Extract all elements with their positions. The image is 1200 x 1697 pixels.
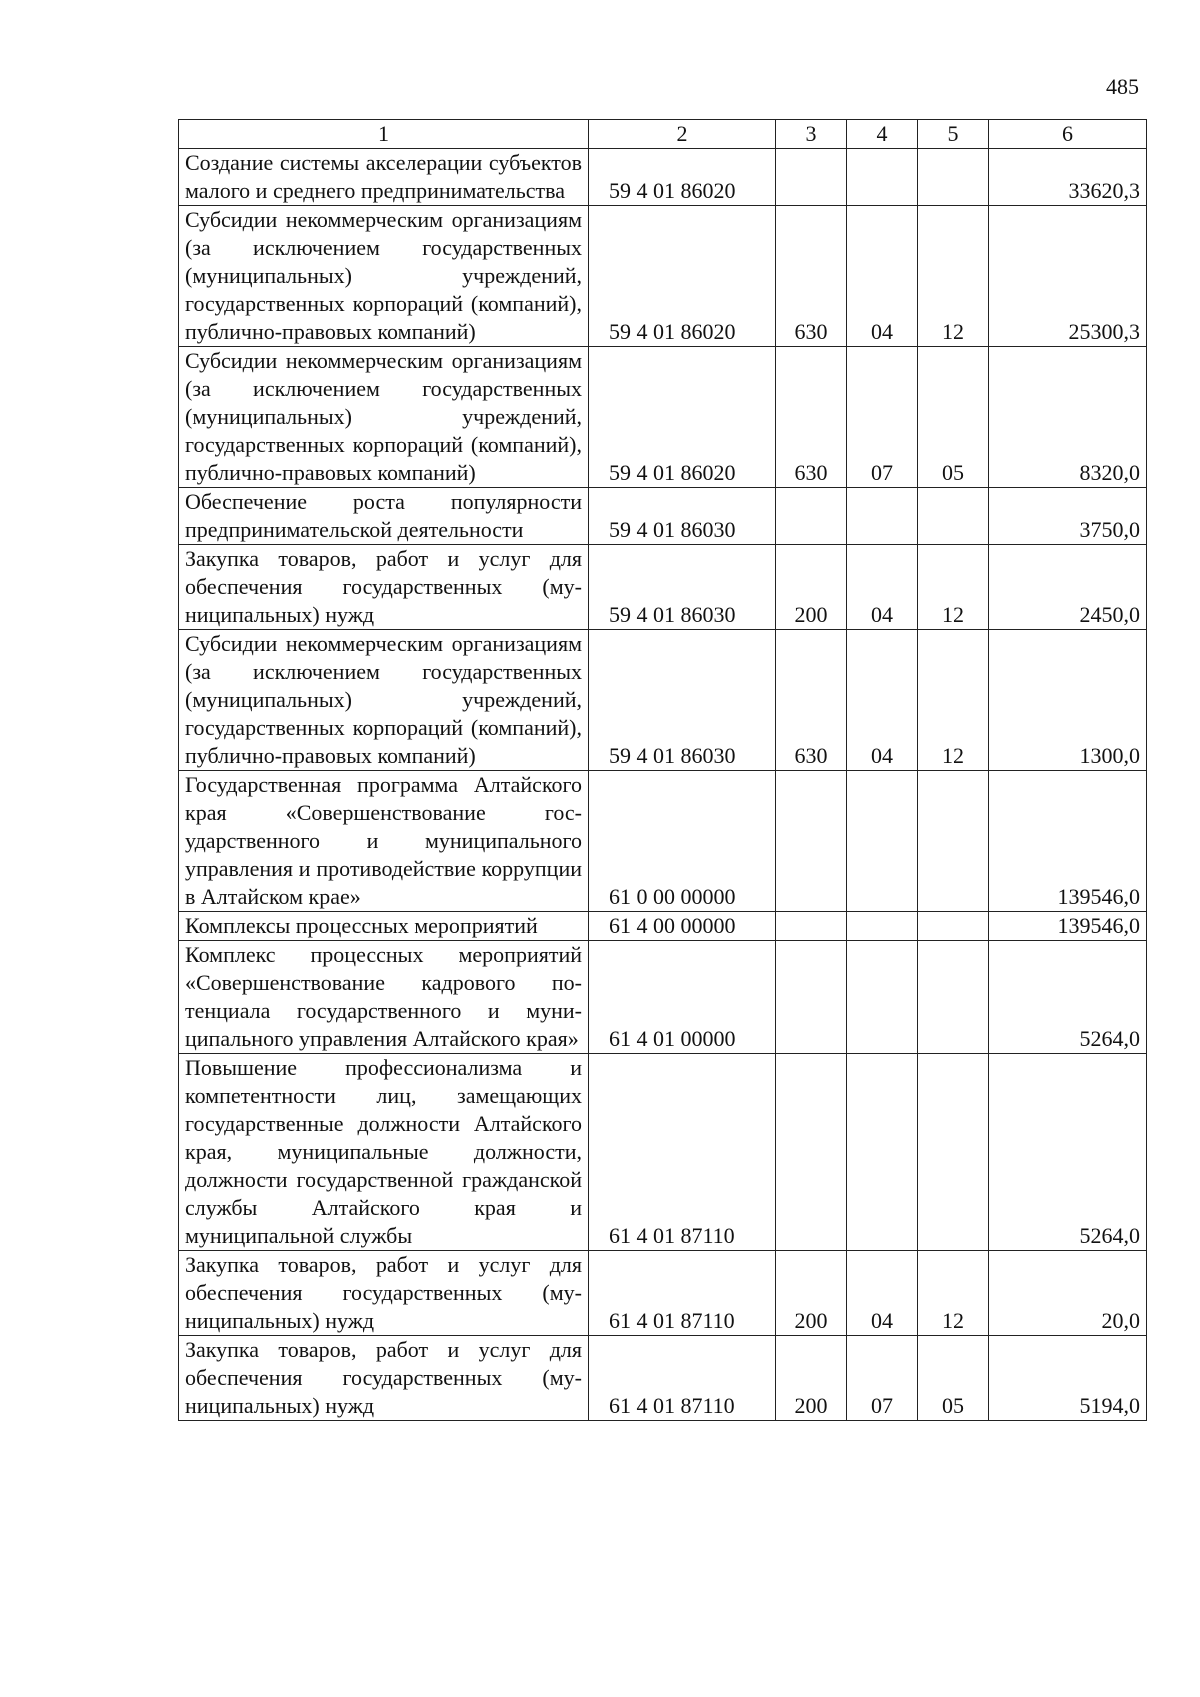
row-code-cell: 61 4 01 87110 <box>589 1251 776 1336</box>
row-rz-cell <box>847 149 918 206</box>
row-code-cell: 59 4 01 86020 <box>589 149 776 206</box>
header-cell: 1 <box>179 120 589 149</box>
row-vr-cell <box>776 771 847 912</box>
row-pr-cell: 12 <box>918 545 989 630</box>
budget-table <box>178 119 1147 1421</box>
row-code-cell: 59 4 01 86030 <box>589 545 776 630</box>
row-code-cell: 61 0 00 00000 <box>589 771 776 912</box>
page-number: 485 <box>1106 74 1139 99</box>
table-row <box>179 630 1147 771</box>
row-sum-cell: 5194,0 <box>989 1336 1147 1421</box>
row-code-cell: 61 4 00 00000 <box>589 912 776 941</box>
row-code-cell: 59 4 01 86030 <box>589 488 776 545</box>
row-code-cell: 61 4 01 87110 <box>589 1336 776 1421</box>
row-rz-cell: 04 <box>847 1251 918 1336</box>
row-vr-cell: 200 <box>776 1251 847 1336</box>
row-sum-cell: 33620,3 <box>989 149 1147 206</box>
row-vr-cell: 630 <box>776 206 847 347</box>
table-row <box>179 1251 1147 1336</box>
row-name-cell: Комплекс процессных мероприятий «Совершенствование кадрового потенциала государственного и муниципального управления Алтайского края» <box>179 941 589 1054</box>
row-rz-cell: 07 <box>847 347 918 488</box>
table-row <box>179 941 1147 1054</box>
row-pr-cell <box>918 488 989 545</box>
row-sum-cell: 25300,3 <box>989 206 1147 347</box>
table-row <box>179 488 1147 545</box>
table-row <box>179 771 1147 912</box>
row-vr-cell <box>776 912 847 941</box>
row-pr-cell <box>918 1054 989 1251</box>
table-body <box>179 149 1147 1421</box>
row-name-cell: Субсидии некоммерческим организациям (за исключением государственных (муниципальных) учреждений, государственных корпораций (компаний), публично-правовых компаний) <box>179 206 589 347</box>
header-cell: 5 <box>918 120 989 149</box>
row-sum-cell: 5264,0 <box>989 941 1147 1054</box>
row-sum-cell: 1300,0 <box>989 630 1147 771</box>
row-sum-cell: 8320,0 <box>989 347 1147 488</box>
row-pr-cell <box>918 941 989 1054</box>
row-pr-cell <box>918 771 989 912</box>
header-cell: 2 <box>589 120 776 149</box>
header-cell: 4 <box>847 120 918 149</box>
row-rz-cell <box>847 912 918 941</box>
row-sum-cell: 3750,0 <box>989 488 1147 545</box>
row-rz-cell: 04 <box>847 206 918 347</box>
table-row <box>179 347 1147 488</box>
header-cell: 3 <box>776 120 847 149</box>
header-cell: 6 <box>989 120 1147 149</box>
row-code-cell: 59 4 01 86020 <box>589 206 776 347</box>
row-vr-cell: 200 <box>776 1336 847 1421</box>
table-row <box>179 1054 1147 1251</box>
row-vr-cell <box>776 149 847 206</box>
row-vr-cell: 200 <box>776 545 847 630</box>
table-row <box>179 149 1147 206</box>
row-name-cell: Закупка товаров, работ и услуг для обеспечения государственных (муниципальных) нужд <box>179 545 589 630</box>
table-row <box>179 1336 1147 1421</box>
row-name-cell: Создание системы акселерации субъектов малого и среднего предпринимательства <box>179 149 589 206</box>
row-name-cell: Субсидии некоммерческим организациям (за исключением государственных (муниципальных) учреждений, государственных корпораций (компаний), публично-правовых компаний) <box>179 347 589 488</box>
row-vr-cell <box>776 1054 847 1251</box>
row-rz-cell: 04 <box>847 545 918 630</box>
row-code-cell: 61 4 01 87110 <box>589 1054 776 1251</box>
row-name-cell: Государственная программа Алтайского края «Совершенствование государственного и муниципального управления и противодействие коррупции в Алтайском крае» <box>179 771 589 912</box>
row-rz-cell <box>847 771 918 912</box>
row-name-cell: Субсидии некоммерческим организациям (за исключением государственных (муниципальных) учреждений, государственных корпораций (компаний), публично-правовых компаний) <box>179 630 589 771</box>
row-name-cell: Закупка товаров, работ и услуг для обеспечения государственных (муниципальных) нужд <box>179 1251 589 1336</box>
table-row <box>179 206 1147 347</box>
row-code-cell: 61 4 01 00000 <box>589 941 776 1054</box>
row-vr-cell: 630 <box>776 347 847 488</box>
row-name-cell: Комплексы процессных мероприятий <box>179 912 589 941</box>
row-rz-cell <box>847 488 918 545</box>
row-pr-cell <box>918 149 989 206</box>
row-pr-cell <box>918 912 989 941</box>
row-pr-cell: 12 <box>918 206 989 347</box>
row-rz-cell <box>847 941 918 1054</box>
table-row <box>179 912 1147 941</box>
row-name-cell: Повышение профессионализма и компетентности лиц, замещающих государственные должности Алтайского края, муниципальные должности, должности государственной гражданской службы Алтайского края и муниципальной службы <box>179 1054 589 1251</box>
row-pr-cell: 05 <box>918 347 989 488</box>
row-pr-cell: 05 <box>918 1336 989 1421</box>
row-code-cell: 59 4 01 86030 <box>589 630 776 771</box>
row-rz-cell <box>847 1054 918 1251</box>
table-row <box>179 545 1147 630</box>
row-code-cell: 59 4 01 86020 <box>589 347 776 488</box>
row-vr-cell <box>776 941 847 1054</box>
row-rz-cell: 04 <box>847 630 918 771</box>
row-sum-cell: 5264,0 <box>989 1054 1147 1251</box>
row-pr-cell: 12 <box>918 1251 989 1336</box>
row-vr-cell <box>776 488 847 545</box>
row-rz-cell: 07 <box>847 1336 918 1421</box>
row-name-cell: Закупка товаров, работ и услуг для обеспечения государственных (муниципальных) нужд <box>179 1336 589 1421</box>
row-sum-cell: 139546,0 <box>989 912 1147 941</box>
row-name-cell: Обеспечение роста популярности предпринимательской деятельности <box>179 488 589 545</box>
row-pr-cell: 12 <box>918 630 989 771</box>
row-sum-cell: 2450,0 <box>989 545 1147 630</box>
row-vr-cell: 630 <box>776 630 847 771</box>
row-sum-cell: 20,0 <box>989 1251 1147 1336</box>
row-sum-cell: 139546,0 <box>989 771 1147 912</box>
header-row <box>179 120 1147 149</box>
